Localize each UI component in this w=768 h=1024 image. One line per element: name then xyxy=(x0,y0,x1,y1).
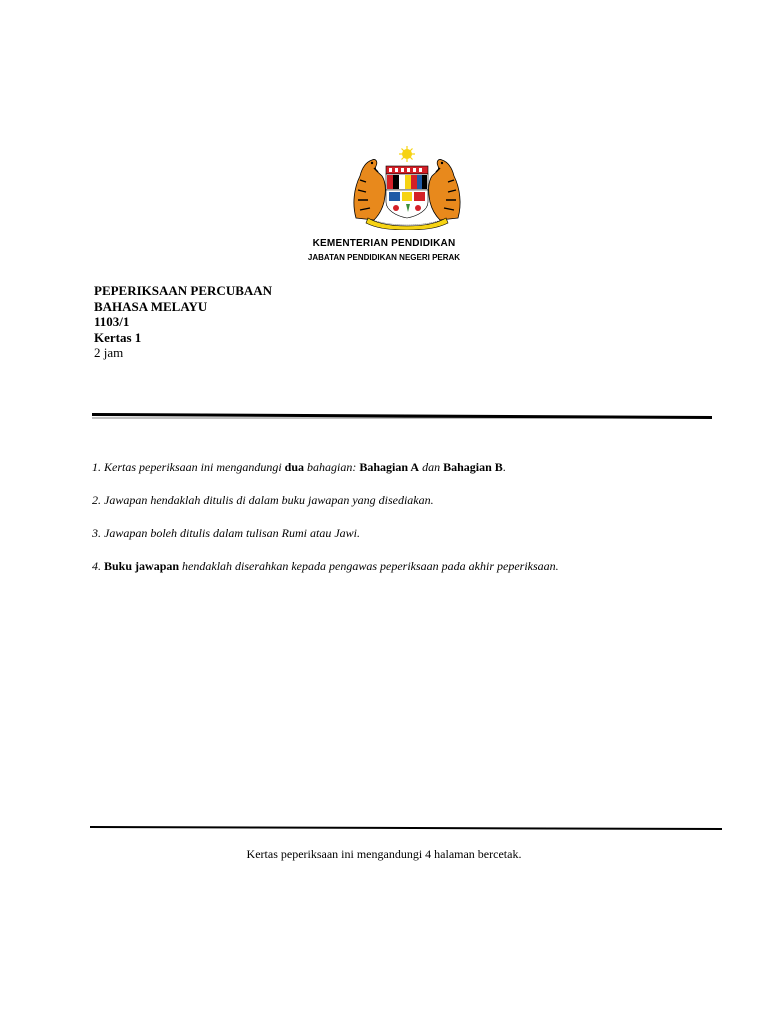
exam-subject: BAHASA MELAYU xyxy=(94,298,208,314)
exam-duration: 2 jam xyxy=(94,345,124,360)
page-count-text: Kertas peperiksaan ini mengandungi 4 halaman bercetak. xyxy=(246,847,522,861)
instruction-text: bahagian: xyxy=(304,460,360,474)
instruction-text: . xyxy=(502,460,506,474)
ministry-name: KEMENTERIAN PENDIDIKAN xyxy=(312,238,456,249)
instruction-number: 1. xyxy=(92,460,101,474)
instruction-text: Jawapan boleh ditulis dalam tulisan Rumi atau Jawi. xyxy=(101,526,360,540)
exam-title: PEPERIKSAAN PERCUBAAN xyxy=(94,283,273,298)
instruction-text: Bahagian B xyxy=(443,460,503,474)
instruction-item xyxy=(92,493,732,507)
instructions-list xyxy=(92,460,732,592)
shield-emblem xyxy=(386,166,428,218)
instruction-text: hendaklah diserahkan kepada pengawas peperiksaan pada akhir peperiksaan. xyxy=(179,559,559,573)
header-divider xyxy=(92,413,712,419)
department-name: JABATAN PENDIDIKAN NEGERI PERAK xyxy=(307,253,461,262)
instruction-text: dan xyxy=(419,460,444,474)
exam-paper: Kertas 1 xyxy=(94,329,142,345)
instruction-text: Jawapan hendaklah ditulis di dalam buku jawapan yang disediakan. xyxy=(101,493,434,507)
instruction-item xyxy=(92,526,732,540)
motto-scroll xyxy=(366,218,448,230)
instruction-number: 4. xyxy=(92,559,101,573)
right-tiger-figure xyxy=(429,159,460,220)
instruction-item xyxy=(92,559,732,573)
instruction-text: Kertas peperiksaan ini mengandungi xyxy=(101,460,285,474)
exam-info-block xyxy=(94,283,272,361)
instruction-text: dua xyxy=(284,460,305,474)
instruction-item xyxy=(92,460,732,474)
footer-divider xyxy=(90,826,722,830)
page-count-note xyxy=(0,847,768,862)
instruction-number: 2. xyxy=(92,493,101,507)
coat-of-arms-logo xyxy=(348,146,466,230)
instruction-text: Buku jawapan xyxy=(104,559,180,573)
exam-code: 1103/1 xyxy=(94,314,130,329)
instruction-text: Bahagian A xyxy=(359,460,420,474)
instruction-number: 3. xyxy=(92,526,101,540)
left-tiger-figure xyxy=(354,159,385,220)
